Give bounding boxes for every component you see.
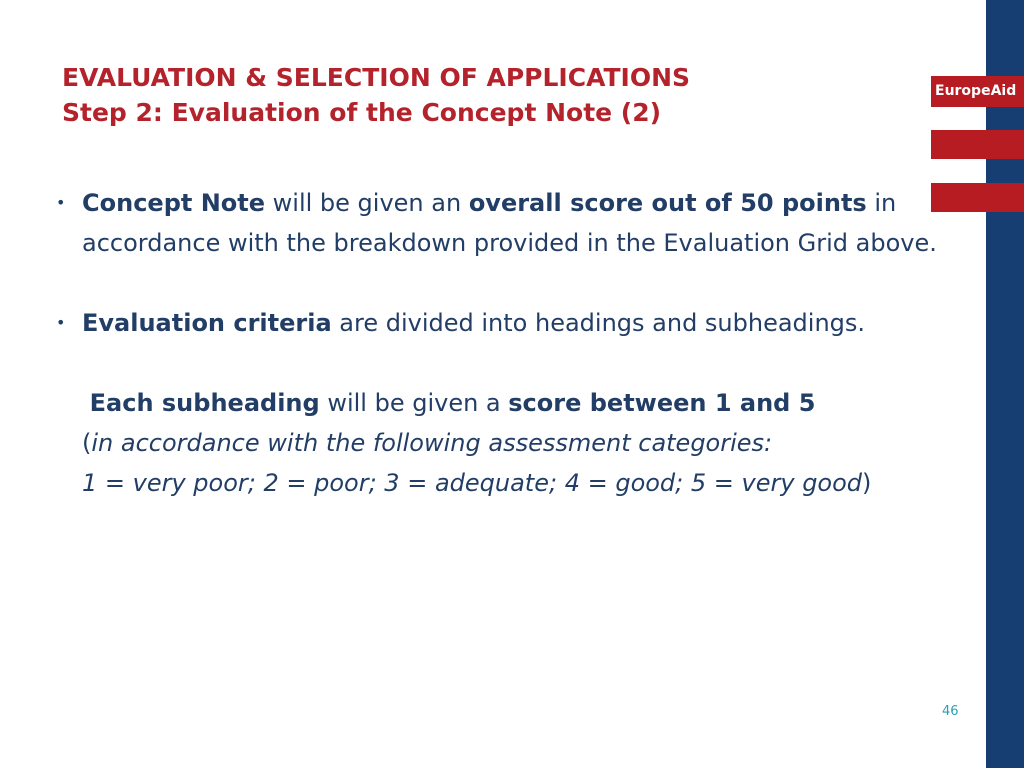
bold-score-range: score between 1 and 5 — [508, 389, 816, 417]
bold-concept-note: Concept Note — [82, 189, 266, 217]
title-line-1: EVALUATION & SELECTION OF APPLICATIONS — [62, 63, 691, 92]
close-paren: ) — [862, 469, 872, 497]
bullet-dot: • — [56, 313, 66, 332]
bold-overall-score: overall score out of 50 points — [468, 189, 867, 217]
text-segment: are divided into headings and subheadings. — [331, 309, 866, 337]
title-line-2: Step 2: Evaluation of the Concept Note (2) — [62, 98, 662, 127]
bold-each-subheading: Each subheading — [89, 389, 320, 417]
text-segment: will be given an — [265, 189, 469, 217]
page-number: 46 — [942, 704, 959, 719]
text-segment: in accordance with the breakdown provided in the Evaluation Grid above. — [82, 189, 937, 257]
open-paren: ( — [82, 429, 92, 457]
bold-evaluation-criteria: Evaluation criteria — [82, 309, 332, 337]
slide-body — [56, 183, 956, 503]
right-sidebar-band — [986, 0, 1024, 768]
scoring-paragraph — [56, 383, 956, 503]
bullet-evaluation-criteria — [56, 303, 956, 343]
europeaid-logo: EuropeAid — [931, 76, 1024, 107]
decorative-stripe — [931, 130, 1024, 159]
italic-assessment-scale: 1 = very poor; 2 = poor; 3 = adequate; 4 = good; 5 = very good — [82, 469, 863, 497]
slide-title — [62, 60, 922, 130]
text-segment: will be given a — [319, 389, 509, 417]
italic-assessment-intro: in accordance with the following assessment categories: — [91, 429, 773, 457]
bullet-dot: • — [56, 193, 66, 212]
bullet-concept-note — [56, 183, 956, 263]
